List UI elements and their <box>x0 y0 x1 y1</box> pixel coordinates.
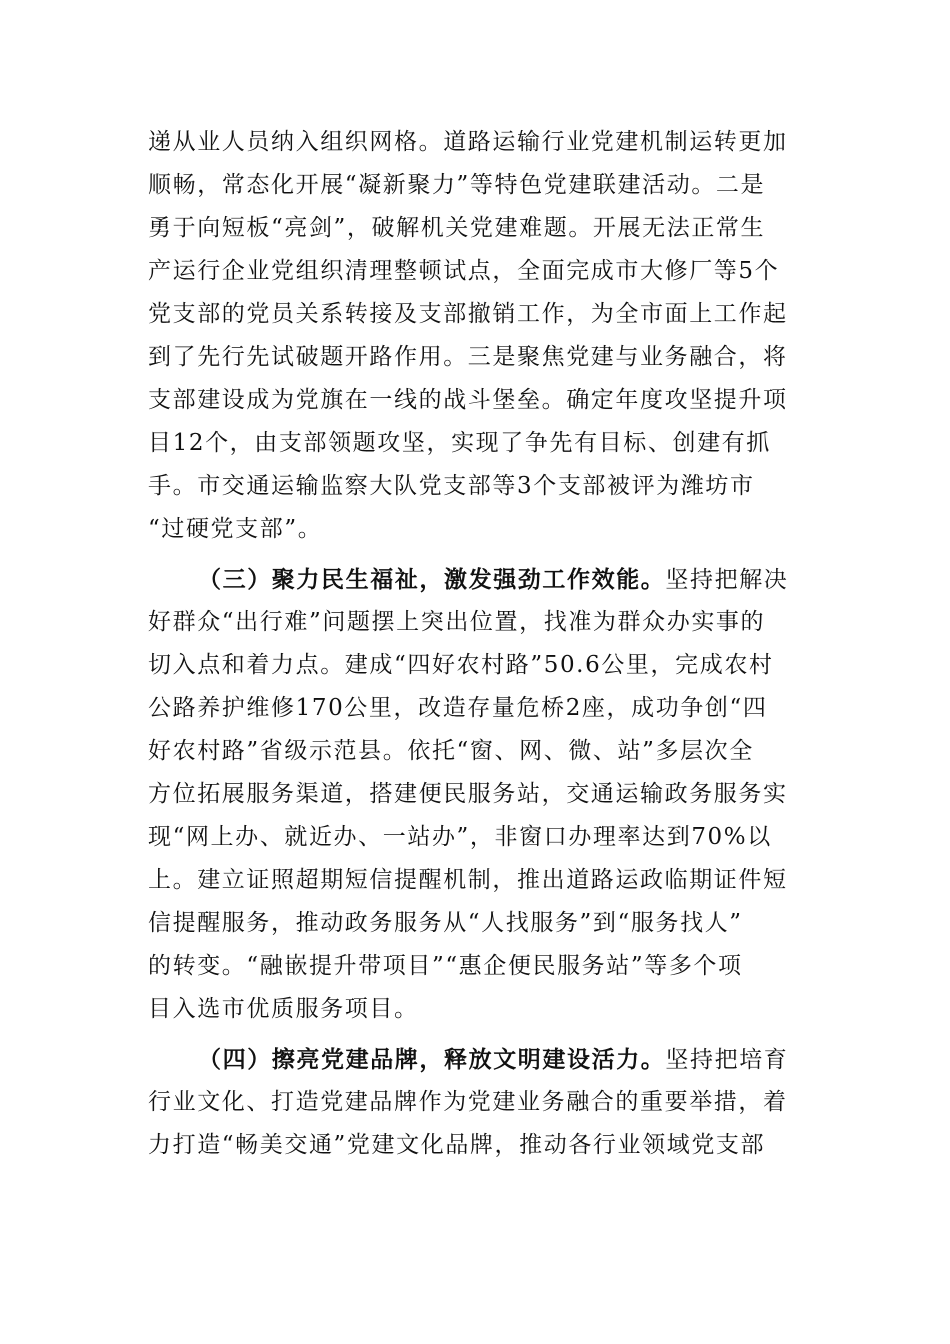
text-line: 目12个，由支部领题攻坚，实现了争先有目标、创建有抓 <box>148 430 771 456</box>
paragraph-first-line <box>148 1038 808 1081</box>
text-line: 行业文化、打造党建品牌作为党建业务融合的重要举措，着 <box>148 1089 788 1115</box>
text-line: “过硬党支部”。 <box>148 516 323 542</box>
text-line: 支部建设成为党旗在一线的战斗堡垒。确定年度攻坚提升项 <box>148 387 788 413</box>
text-line: 信提醒服务，推动政务服务从“人找服务”到“服务找人” <box>148 910 743 936</box>
text-line: 的转变。“融嵌提升带项目”“惠企便民服务站”等多个项 <box>148 953 743 979</box>
text-line: 目入选市优质服务项目。 <box>148 996 419 1022</box>
text-line: 公路养护维修170公里，改造存量危桥2座，成功争创“四 <box>148 695 768 721</box>
text-line: 产运行企业党组织清理整顿试点，全面完成市大修厂等5个 <box>148 258 780 284</box>
text-line: 力打造“畅美交通”党建文化品牌，推动各行业领域党支部 <box>148 1132 766 1158</box>
text-line: 顺畅，常态化开展“凝新聚力”等特色党建联建活动。二是 <box>148 172 766 198</box>
paragraph-2 <box>148 558 808 1031</box>
text-line: 好农村路”省级示范县。依托“窗、网、微、站”多层次全 <box>148 738 754 764</box>
text-line: 勇于向短板“亮剑”，破解机关党建难题。开展无法正常生 <box>148 215 766 241</box>
heading-line-rest: 坚持把培育 <box>665 1047 789 1073</box>
text-line: 好群众“出行难”问题摆上突出位置，找准为群众办实事的 <box>148 609 766 635</box>
paragraph-3 <box>148 1038 808 1167</box>
section-heading: （三）聚力民生福祉，激发强劲工作效能。 <box>198 566 666 593</box>
text-line: 递从业人员纳入组织网格。道路运输行业党建机制运转更加 <box>148 129 788 155</box>
text-line: 方位拓展服务渠道，搭建便民服务站，交通运输政务服务实 <box>148 781 788 807</box>
paragraph-first-line <box>148 558 808 601</box>
body-text <box>148 121 808 1167</box>
text-line: 切入点和着力点。建成“四好农村路”50.6公里，完成农村 <box>148 652 774 678</box>
text-line: 到了先行先试破题开路作用。三是聚焦党建与业务融合，将 <box>148 344 788 370</box>
text-line: 手。市交通运输监察大队党支部等3个支部被评为潍坊市 <box>148 473 755 499</box>
text-line: 党支部的党员关系转接及支部撤销工作，为全市面上工作起 <box>148 301 788 327</box>
section-heading: （四）擦亮党建品牌，释放文明建设活力。 <box>198 1046 666 1073</box>
paragraph-1 <box>148 121 808 551</box>
text-line: 现“网上办、就近办、一站办”，非窗口办理率达到70%以 <box>148 824 772 850</box>
heading-line-rest: 坚持把解决 <box>665 567 789 593</box>
text-line: 上。建立证照超期短信提醒机制，推出道路运政临期证件短 <box>148 867 788 893</box>
